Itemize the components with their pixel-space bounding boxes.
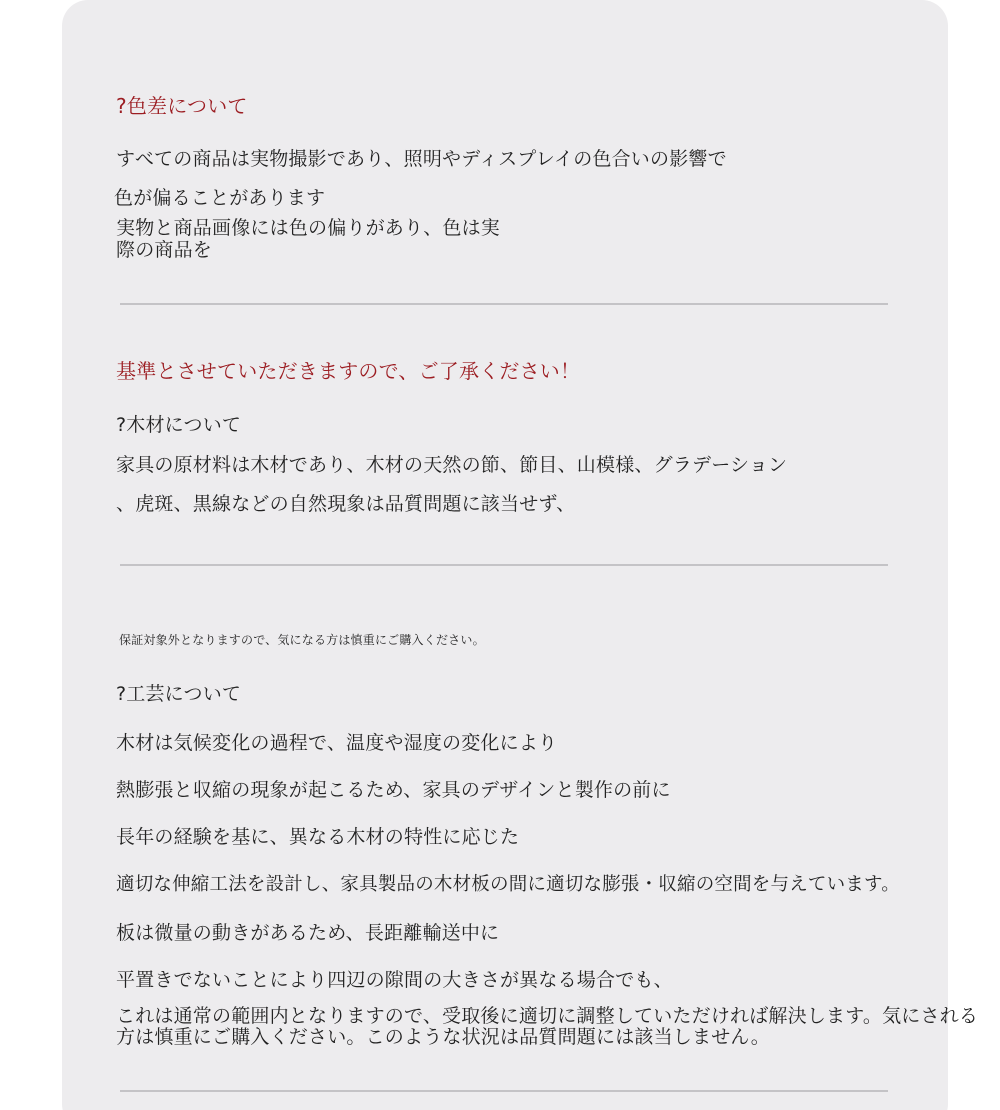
divider-1 <box>120 303 888 305</box>
wood-text-line-1: 家具の原材料は木材であり、木材の天然の節、節目、山模様、グラデーション <box>116 454 788 476</box>
divider-2 <box>120 564 888 566</box>
craft-text-line-3: 長年の経験を基に、異なる木材の特性に応じた <box>116 826 520 848</box>
craft-text-line-6: 平置きでないことにより四辺の隙間の大きさが異なる場合でも、 <box>116 969 673 991</box>
wood-text-line-2: 、虎斑、黒線などの自然現象は品質問題に該当せず、 <box>116 493 576 515</box>
color-text-line-2: 色が偏ることがあります <box>114 187 326 209</box>
craft-heading: ?工芸について <box>116 683 242 705</box>
craft-text-line-1: 木材は気候変化の過程で、温度や湿度の変化により <box>116 732 558 754</box>
craft-text-line-7: これは通常の範囲内となりますので、受取後に適切に調整していただければ解決します。気にされる方は慎重にご購入ください。このような状況は品質問題には該当しません。 <box>116 1006 979 1048</box>
color-notice: 基準とさせていただきますので、ご了承ください！ <box>116 359 581 383</box>
craft-text-line-2: 熱膨張と収縮の現象が起こるため、家具のデザインと製作の前に <box>116 779 671 801</box>
wood-warranty-note: 保証対象外となりますので、気になる方は慎重にご購入ください。 <box>119 633 485 647</box>
color-heading: ?色差について <box>116 94 248 118</box>
color-text-line-1: すべての商品は実物撮影であり、照明やディスプレイの色合いの影響で <box>116 148 727 170</box>
craft-text-line-4: 適切な伸縮工法を設計し、家具製品の木材板の間に適切な膨張・収縮の空間を与えています。 <box>116 874 900 895</box>
craft-text-line-5: 板は微量の動きがあるため、長距離輸送中に <box>116 922 500 944</box>
divider-3 <box>120 1090 888 1092</box>
wood-heading: ?木材について <box>116 414 242 436</box>
color-text-line-3: 実物と商品画像には色の偏りがあり、色は実際の商品を <box>116 217 501 261</box>
